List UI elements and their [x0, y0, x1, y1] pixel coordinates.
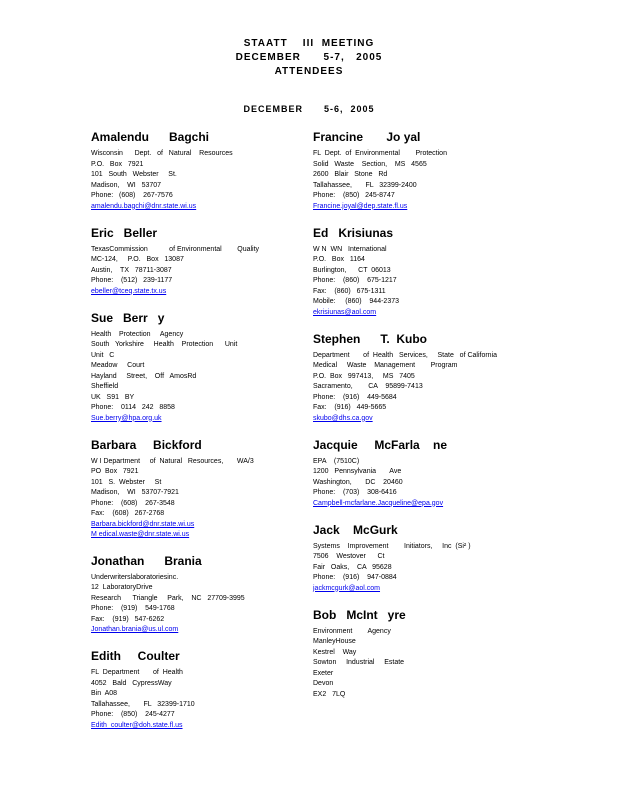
attendee-name: Amalendu Bagchi	[91, 130, 210, 144]
attendee-detail-line: Bin A08	[91, 690, 118, 697]
attendee-detail-line: Austin, TX 78711-3087	[91, 266, 172, 274]
attendee-email-link[interactable]: Francine.joyal@dep.state.fl.us	[313, 202, 408, 210]
attendee-detail-line: Phone: (850) 245-8747	[313, 192, 395, 199]
attendee-detail-line: 12 LaboratoryDrive	[91, 584, 153, 591]
attendee-detail-line: W I Department of Natural Resources, WA/3	[91, 457, 254, 465]
attendee-detail-line: Phone: (916) 947-0884	[313, 574, 397, 581]
attendee-email-link[interactable]: jackmcgurk@aol.com	[313, 584, 381, 592]
attendee-detail-line: MC-124, P.O. Box 13087	[91, 256, 184, 263]
meeting-dates: DECEMBER 5-7, 2005	[235, 52, 383, 63]
attendee-detail-line: Devon	[313, 680, 334, 687]
attendee-detail-line: ManleyHouse	[313, 638, 356, 645]
attendee-detail-line: 101 S. Webster St	[91, 478, 162, 486]
attendee-detail-line: PO Box 7921	[91, 468, 139, 475]
attendee-name: Jack McGurk	[313, 522, 398, 537]
attendee-detail-line: Research Triangle Park, NC 27709-3995	[91, 594, 245, 602]
attendee-detail-line: P.O. Box 1164	[313, 256, 365, 263]
attendee-detail-line: EX2 7LQ	[313, 690, 346, 698]
attendee-detail-line: Underwriterslaboratoriesinc.	[91, 573, 179, 581]
attendee-detail-line: Systems Improvement Initiators, Inc (Si² )	[313, 542, 471, 550]
attendee-detail-line: Phone: (916) 449-5684	[313, 393, 397, 401]
attendee-detail-line: Mobile: (860) 944-2373	[313, 298, 399, 305]
attendee-name: Eric Beller	[91, 225, 158, 240]
attendee-detail-line: 4052 Bald CypressWay	[91, 679, 172, 687]
attendee-detail-line: Fax: (919) 547-6262	[91, 615, 165, 623]
left-attendee-column	[91, 130, 301, 745]
attendee-detail-line: Sheffield	[91, 383, 119, 390]
attendee-detail-line: FL Department of Health	[91, 669, 183, 676]
attendee-detail-line: South Yorkshire Health Protection Unit	[91, 341, 238, 348]
attendee-email-link[interactable]: M edical.waste@dnr.state.wi.us	[91, 530, 190, 538]
attendee-name: Jacquie McFarla ne	[313, 437, 448, 452]
attendee-detail-line: Department of Health Services, State of California	[313, 351, 498, 359]
attendee-detail-line: 101 South Webster St.	[91, 171, 177, 178]
attendee-detail-line: 1200 Pennsylvania Ave	[313, 468, 402, 475]
attendee-email-link[interactable]: Jonathan.brania@us.ul.com	[91, 626, 179, 633]
attendee-detail-line: Phone: (512) 239-1177	[91, 277, 173, 284]
attendee-detail-line: Kestrel Way	[313, 648, 357, 656]
attendee-detail-line: Phone: (608) 267-3548	[91, 499, 175, 507]
attendee-email-link[interactable]: Barbara.bickford@dnr.state.wi.us	[91, 520, 195, 528]
attendee-detail-line: Fax: (608) 267-2768	[91, 510, 165, 517]
attendee-detail-line: Medical Waste Management Program	[313, 362, 458, 369]
attendee-email-link[interactable]: Sue.berry@hpa.org.uk	[91, 414, 162, 422]
attendee-email-link[interactable]: amalendu.bagchi@dnr.state.wi.us	[91, 202, 197, 210]
attendee-name: Stephen T. Kubo	[313, 331, 427, 346]
attendee-detail-line: Phone: (919) 549-1768	[91, 605, 175, 612]
attendee-detail-line: Sacramento, CA 95899-7413	[313, 383, 423, 390]
attendee-detail-line: W N WN International	[313, 245, 387, 253]
attendee-detail-line: Hayland Street, Off AmosRd	[91, 372, 197, 380]
attendee-detail-line: Fax: (860) 675-1311	[313, 287, 386, 295]
attendee-name: Edith Coulter	[91, 649, 180, 663]
attendee-detail-line: Tallahassee, FL 32399-1710	[91, 700, 195, 708]
attendee-detail-line: TexasCommission of Environmental Quality	[91, 245, 260, 253]
attendee-detail-line: EPA (7510C)	[313, 457, 360, 465]
attendee-detail-line: Unit C	[91, 351, 115, 359]
attendee-entry	[91, 554, 301, 636]
attendee-detail-line: Exeter	[313, 669, 334, 677]
attendee-email-link[interactable]: Campbell-mcfarlane.Jacqueline@epa.gov	[313, 499, 444, 507]
attendee-detail-line: P.O. Box 7921	[91, 160, 144, 168]
attendee-detail-line: Fax: (916) 449-5665	[313, 404, 387, 411]
attendance-dates: DECEMBER 5-6, 2005	[243, 104, 375, 114]
attendee-detail-line: P.O. Box 997413, MS 7405	[313, 372, 415, 380]
attendee-email-link[interactable]: skubo@dhs.ca.gov	[313, 414, 373, 422]
attendee-name: Jonathan Brania	[91, 553, 202, 568]
attendee-entry	[313, 438, 523, 509]
attendee-email-link[interactable]: Edith_coulter@doh.state.fl.us	[91, 721, 183, 729]
attendee-email-link[interactable]: ekrisiunas@aol.com	[313, 308, 377, 316]
attendee-detail-line: Fair Oaks, CA 95628	[313, 563, 392, 571]
attendee-detail-line: Solid Waste Section, MS 4565	[313, 160, 427, 168]
attendee-entry	[91, 130, 301, 212]
right-attendee-column	[313, 130, 523, 714]
attendee-detail-line: Health Protection Agency	[91, 330, 184, 338]
attendee-detail-line: Environment Agency	[313, 627, 391, 635]
attendee-detail-line: 7506 Westover Ct	[313, 553, 385, 560]
attendee-detail-line: Phone: (860) 675-1217	[313, 277, 397, 284]
attendee-detail-line: Meadow Court	[91, 362, 145, 369]
attendee-detail-line: Phone: (703) 308-6416	[313, 489, 397, 496]
attendee-detail-line: Wisconsin Dept. of Natural Resources	[91, 150, 233, 157]
attendee-entry	[91, 311, 301, 424]
attendee-detail-line: Phone: (850) 245-4277	[91, 711, 175, 718]
attendee-entry	[91, 649, 301, 731]
attendee-entry	[313, 523, 523, 594]
attendee-name: Ed Krisiunas	[313, 225, 394, 240]
attendee-detail-line: Burlington, CT 06013	[313, 266, 391, 274]
attendees-heading: ATTENDEES	[274, 66, 344, 77]
attendee-email-link[interactable]: ebeller@tceq.state.tx.us	[91, 287, 167, 295]
attendee-entry	[313, 608, 523, 701]
attendee-entry	[313, 130, 523, 212]
attendee-detail-line: Madison, WI 53707-7921	[91, 489, 179, 496]
attendee-entry	[91, 226, 301, 297]
attendee-name: Francine Jo yal	[313, 130, 421, 144]
attendee-name: Bob McInt yre	[313, 607, 406, 622]
meeting-title: STAATT III MEETING	[243, 38, 375, 49]
attendee-detail-line: FL Dept. of Environmental Protection	[313, 150, 447, 157]
attendee-detail-line: Washington, DC 20460	[313, 478, 403, 486]
attendee-detail-line: Tallahassee, FL 32399-2400	[313, 181, 417, 189]
attendee-detail-line: UK S91 BY	[91, 393, 135, 401]
attendee-entry	[313, 226, 523, 318]
attendee-detail-line: Sowton Industrial Estate	[313, 659, 405, 666]
attendee-detail-line: 2600 Blair Stone Rd	[313, 171, 388, 178]
attendee-detail-line: Phone: (608) 267-7576	[91, 192, 173, 199]
attendee-detail-line: Phone: 0114 242 8858	[91, 404, 175, 411]
attendee-entry	[91, 438, 301, 540]
attendee-name: Barbara Bickford	[91, 437, 202, 452]
attendee-entry	[313, 332, 523, 424]
attendee-name: Sue Berr y	[91, 310, 165, 325]
attendee-detail-line: Madison, WI 53707	[91, 181, 162, 189]
